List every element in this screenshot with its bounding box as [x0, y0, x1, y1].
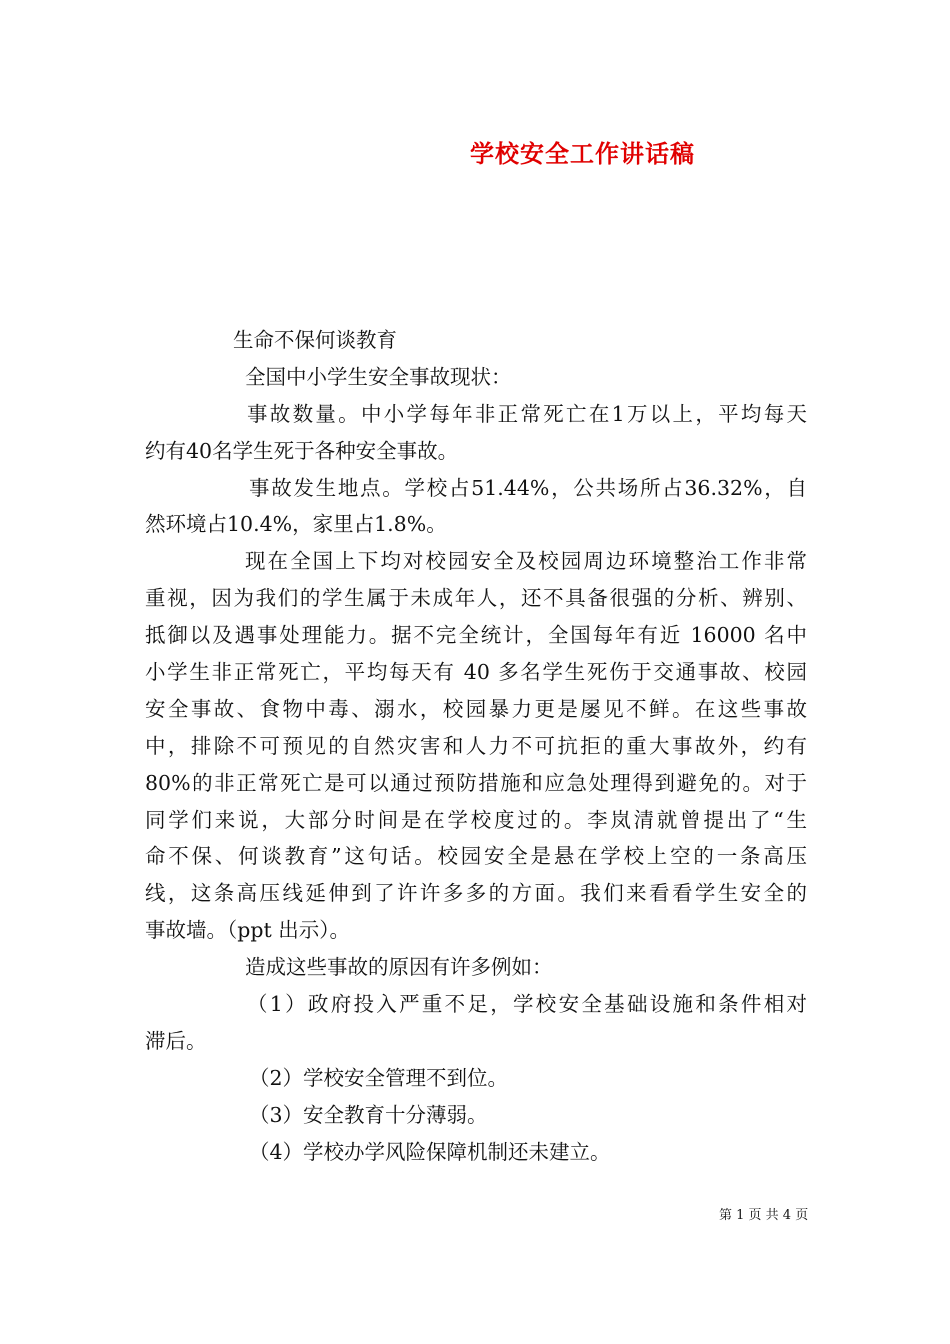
- text-line: 滞后。: [145, 1028, 207, 1053]
- text-line: 然环境占10.4%，家里占1.8%。: [145, 512, 447, 537]
- text-line: 中，排除不可预见的自然灾害和人力不可抗拒的重大事故外，约有: [145, 733, 807, 758]
- text-line: 安全事故、食物中毒、溺水，校园暴力更是屡见不鲜。在这些事故: [145, 696, 807, 721]
- text-line: 造成这些事故的原因有许多例如：: [245, 955, 553, 980]
- document-body: [145, 322, 807, 1170]
- text-line: （3）安全教育十分薄弱。: [249, 1102, 488, 1127]
- text-line: 命不保、何谈教育”这句话。校园安全是悬在学校上空的一条高压: [145, 844, 807, 869]
- text-line: 事故发生地点。学校占51.44%，公共场所占36.32%，自: [249, 475, 807, 500]
- text-line: （2）学校安全管理不到位。: [249, 1065, 509, 1090]
- text-line: 抵御以及遇事处理能力。据不完全统计，全国每年有近 16000 名中: [145, 623, 807, 648]
- text-line: 重视，因为我们的学生属于未成年人，还不具备很强的分析、辨别、: [145, 586, 807, 611]
- text-line: 小学生非正常死亡，平均每天有 40 多名学生死伤于交通事故、校园: [145, 660, 807, 685]
- text-line: 约有40名学生死于各种安全事故。: [145, 438, 459, 463]
- text-line: （4）学校办学风险保障机制还未建立。: [249, 1139, 611, 1164]
- text-line: 现在全国上下均对校园安全及校园周边环境整治工作非常: [245, 549, 807, 574]
- text-line: 全国中小学生安全事故现状：: [245, 364, 512, 389]
- text-line: 事故数量。中小学每年非正常死亡在1万以上，平均每天: [247, 401, 807, 426]
- document-title: 学校安全工作讲话稿: [470, 139, 695, 168]
- text-line: （1）政府投入严重不足，学校安全基础设施和条件相对: [247, 992, 807, 1017]
- text-line: 同学们来说，大部分时间是在学校度过的。李岚清就曾提出了“生: [145, 807, 807, 832]
- text-line: 事故墙。（ppt 出示）。: [145, 918, 350, 943]
- page-number: 第 1 页 共 4 页: [719, 1208, 809, 1223]
- text-line: 生命不保何谈教育: [233, 328, 397, 352]
- text-line: 80%的非正常死亡是可以通过预防措施和应急处理得到避免的。对于: [145, 770, 807, 795]
- text-line: 线，这条高压线延伸到了许许多多的方面。我们来看看学生安全的: [145, 881, 807, 906]
